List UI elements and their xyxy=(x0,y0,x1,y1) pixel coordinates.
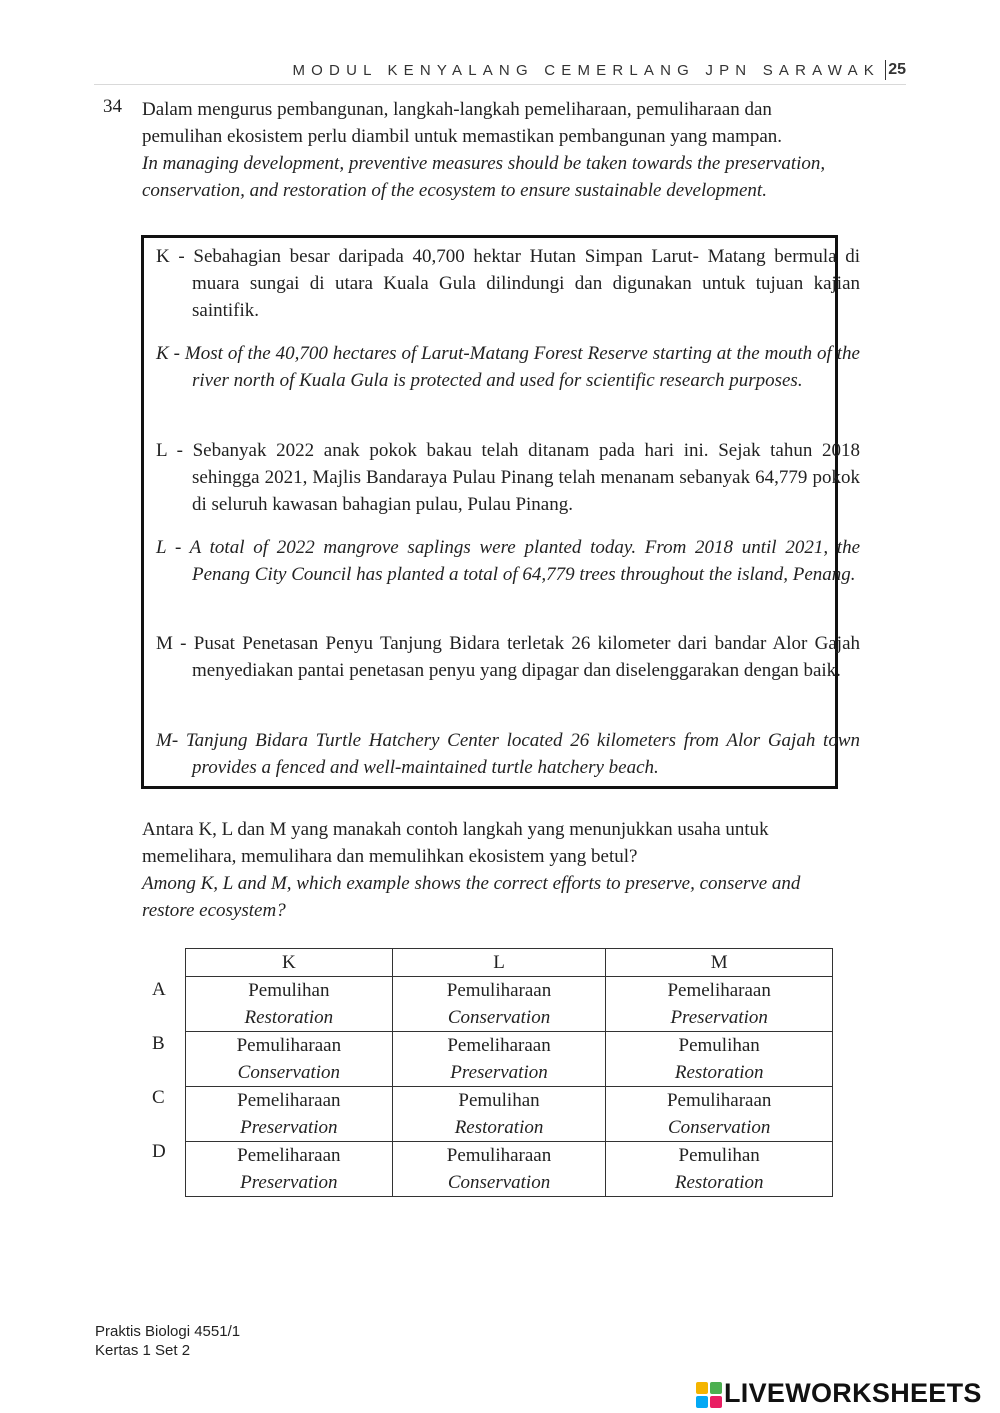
liveworksheets-watermark xyxy=(696,1378,996,1410)
option-row-a[interactable] xyxy=(186,977,833,1032)
cell-english: Restoration xyxy=(244,1007,334,1028)
cell-english: Conservation xyxy=(667,1117,771,1138)
table-cell xyxy=(606,1087,833,1142)
option-label-d[interactable]: D xyxy=(152,1141,166,1162)
header-separator xyxy=(885,60,887,80)
option-label-a[interactable]: A xyxy=(152,979,166,1000)
cell-malay: Pemuliharaan xyxy=(446,1145,552,1166)
option-row-d[interactable] xyxy=(186,1142,833,1197)
cell-english: Conservation xyxy=(447,1007,551,1028)
statement-l-english: L - A total of 2022 mangrove saplings were planted today. From 2018 until 2021, the Penang City Council has planted a total of 64,779 trees throughout the island, Penang. xyxy=(156,537,860,585)
question-number: 34 xyxy=(103,96,122,117)
liveworksheets-logo-icon xyxy=(696,1382,722,1408)
brand-name: LIVEWORKSHEETS xyxy=(724,1378,982,1408)
cell-malay: Pemulihan xyxy=(458,1090,540,1111)
question-prompt-english: Among K, L and M, which example shows the correct efforts to preserve, conserve and restore ecosystem? xyxy=(142,873,801,921)
option-label-c[interactable]: C xyxy=(152,1087,165,1108)
cell-english: Preservation xyxy=(450,1062,548,1083)
statement-k-english: K - Most of the 40,700 hectares of Larut-Matang Forest Reserve starting at the mouth of the river north of Kuala Gula is protected and used for scientific research purposes. xyxy=(156,343,860,391)
cell-malay: Pemuliharaan xyxy=(236,1035,342,1056)
cell-malay: Pemeliharaan xyxy=(447,1035,551,1056)
page-number: 25 xyxy=(888,61,906,78)
option-row-b[interactable] xyxy=(186,1032,833,1087)
cell-malay: Pemulihan xyxy=(678,1035,760,1056)
table-cell xyxy=(606,1032,833,1087)
footer-subject: Praktis Biologi 4551/1 xyxy=(95,1323,241,1340)
table-header-row xyxy=(186,949,833,977)
table-cell xyxy=(392,977,606,1032)
table-cell xyxy=(186,1087,393,1142)
option-row-c[interactable] xyxy=(186,1087,833,1142)
cell-english: Preservation xyxy=(670,1007,768,1028)
cell-malay: Pemuliharaan xyxy=(446,980,552,1001)
statement-m-english: M- Tanjung Bidara Turtle Hatchery Center located 26 kilometers from Alor Gajah town provides a fenced and well-maintained turtle hatchery beach. xyxy=(156,730,860,778)
question-stem-english: In managing development, preventive measures should be taken towards the preservation, conservation, and restoration of the ecosystem to ensure sustainable development. xyxy=(142,153,826,201)
table-cell xyxy=(186,1032,393,1087)
column-header-m: M xyxy=(606,949,833,977)
statement-l-malay: L - Sebanyak 2022 anak pokok bakau telah ditanam pada hari ini. Sejak tahun 2018 sehingga 2021, Majlis Bandaraya Pulau Pinang telah menanam sebanyak 64,779 pokok di seluruh kawasan bahagian pulau, Pulau Pinang. xyxy=(156,440,860,515)
table-cell xyxy=(186,1142,393,1197)
table-cell xyxy=(392,1142,606,1197)
table-cell xyxy=(392,1032,606,1087)
cell-malay: Pemuliharaan xyxy=(666,1090,772,1111)
column-header-l: L xyxy=(392,949,606,977)
cell-english: Restoration xyxy=(674,1062,764,1083)
footer-paper: Kertas 1 Set 2 xyxy=(95,1342,191,1359)
module-title: MODUL KENYALANG CEMERLANG JPN SARAWAK xyxy=(292,62,880,79)
cell-english: Preservation xyxy=(240,1117,338,1138)
cell-malay: Pemeliharaan xyxy=(237,1145,341,1166)
column-header-k: K xyxy=(186,949,393,977)
cell-english: Conservation xyxy=(237,1062,341,1083)
cell-malay: Pemeliharaan xyxy=(237,1090,341,1111)
page-footer xyxy=(95,1322,240,1360)
question-prompt-malay: Antara K, L dan M yang manakah contoh langkah yang menunjukkan usaha untuk memelihara, memulihara dan memulihkan ekosistem yang betul? xyxy=(142,819,769,867)
cell-english: Restoration xyxy=(454,1117,544,1138)
statement-k-malay: K - Sebahagian besar daripada 40,700 hektar Hutan Simpan Larut- Matang bermula di muara sungai di utara Kuala Gula dilindungi dan digunakan untuk tujuan kajian saintifik. xyxy=(156,246,860,321)
option-label-b[interactable]: B xyxy=(152,1033,165,1054)
cell-english: Preservation xyxy=(240,1172,338,1193)
cell-malay: Pemulihan xyxy=(678,1145,760,1166)
question-stem-malay: Dalam mengurus pembangunan, langkah-langkah pemeliharaan, pemuliharaan dan pemulihan ekosistem perlu diambil untuk memastikan pembangunan yang mampan. xyxy=(142,99,783,147)
table-cell xyxy=(392,1087,606,1142)
question-stem xyxy=(142,96,842,204)
table-cell xyxy=(186,977,393,1032)
answer-options-table xyxy=(185,948,833,1197)
cell-english: Restoration xyxy=(674,1172,764,1193)
table-cell xyxy=(606,1142,833,1197)
cell-english: Conservation xyxy=(447,1172,551,1193)
table-cell xyxy=(606,977,833,1032)
page-header xyxy=(94,60,906,85)
cell-malay: Pemeliharaan xyxy=(667,980,771,1001)
cell-malay: Pemulihan xyxy=(248,980,330,1001)
statement-m-malay: M - Pusat Penetasan Penyu Tanjung Bidara terletak 26 kilometer dari bandar Alor Gajah menyediakan pantai penetasan penyu yang dipagar dan diselenggarakan dengan baik. xyxy=(156,633,860,681)
question-prompt xyxy=(142,816,832,924)
